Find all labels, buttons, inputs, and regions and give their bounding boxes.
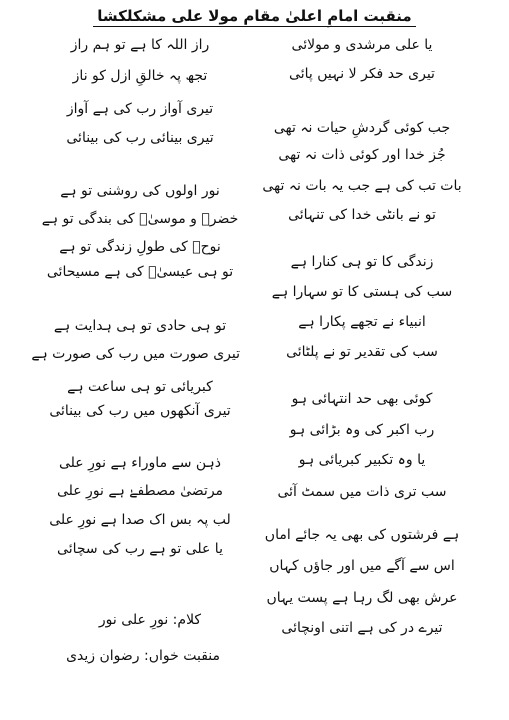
verse-line: انبیاء نے تجھے پکارا ہے: [298, 314, 426, 330]
verse-line: جب کوئی گردشِ حیات نہ تھی: [273, 120, 451, 136]
verse-line: نوحؑ کی طولِ زندگی تو ہے: [59, 239, 221, 255]
verse-line: تیرے در کی ہے اتنی اونچائی: [281, 620, 443, 636]
verse-line: تیری آواز رب کی ہے آواز: [66, 101, 214, 117]
verse-line: تو نے بانٹی خدا کی تنہائی: [288, 207, 436, 223]
verse-line: خضرؑ و موسیٰؑ کی بندگی تو ہے: [41, 211, 239, 227]
verse-line: زندگی کا تو ہی کنارا ہے: [290, 254, 434, 270]
verse-line: نور اولوں کی روشنی تو ہے: [60, 183, 220, 199]
verse-line: اس سے آگے میں اور جاؤں کہاں: [269, 558, 455, 574]
poet-credit: کلام: نورِ علی نور: [98, 612, 202, 628]
reciter-credit: منقبت خواں: رضوان زیدی: [66, 648, 220, 664]
verse-line: تیری آنکھوں میں رب کی بینائی: [49, 403, 231, 419]
verse-line: رب اکبر کی وہ بڑائی ہو: [289, 422, 435, 438]
verse-line: بات تب کی ہے جب یہ بات نہ تھی: [262, 178, 462, 194]
verse-line: عرش بھی لگ رہا ہے پست یہاں: [266, 590, 458, 606]
title-text: منقبت امامِ اعلیٰ مقام مولا علی مشکلکشا: [93, 7, 415, 27]
verse-line: یا علی مرشدی و مولائی: [291, 37, 433, 53]
verse-line: لب پہ بس اک صدا ہے نورِ علی: [49, 512, 231, 528]
verse-line: جُز خدا اور کوئی ذات نہ تھی: [278, 147, 446, 163]
verse-line: سب کی ہستی کا تو سہارا ہے: [271, 284, 453, 300]
verse-line: کبریائی تو ہی ساعت ہے: [67, 379, 213, 395]
verse-line: تجھ پہ خالقِ ازل کو ناز: [72, 68, 208, 84]
verse-line: یا علی تو ہے رب کی سچائی: [57, 541, 223, 557]
verse-line: تو ہی عیسیٰؑ کی ہے مسیحائی: [46, 264, 234, 280]
verse-line: سب کی تقدیر تو نے پلٹائی: [286, 344, 438, 360]
verse-line: کوئی بھی حد انتہائی ہو: [291, 391, 433, 407]
verse-line: سب تری ذات میں سمٹ آئی: [277, 484, 447, 500]
verse-line: تیری صورت میں رب کی صورت ہے: [31, 346, 240, 362]
page-title: [0, 6, 509, 27]
verse-line: تو ہی حادی تو ہی ہدایت ہے: [53, 318, 227, 334]
verse-line: تیری بینائی رب کی بینائی: [66, 130, 214, 146]
verse-line: ہے فرشتوں کی بھی یہ جائے اماں: [264, 527, 460, 543]
verse-line: مرتضیٰ مصطفےٰ ہے نورِ علی: [56, 483, 224, 499]
verse-line: تیری حد فکر لا نہیں پائی: [289, 66, 435, 82]
verse-line: ذہن سے ماوراء ہے نورِ علی: [59, 455, 221, 471]
verse-line: راز اللہ کا ہے تو ہم راز: [70, 37, 210, 53]
verse-line: یا وہ تکبیر کبریائی ہو: [298, 452, 426, 468]
